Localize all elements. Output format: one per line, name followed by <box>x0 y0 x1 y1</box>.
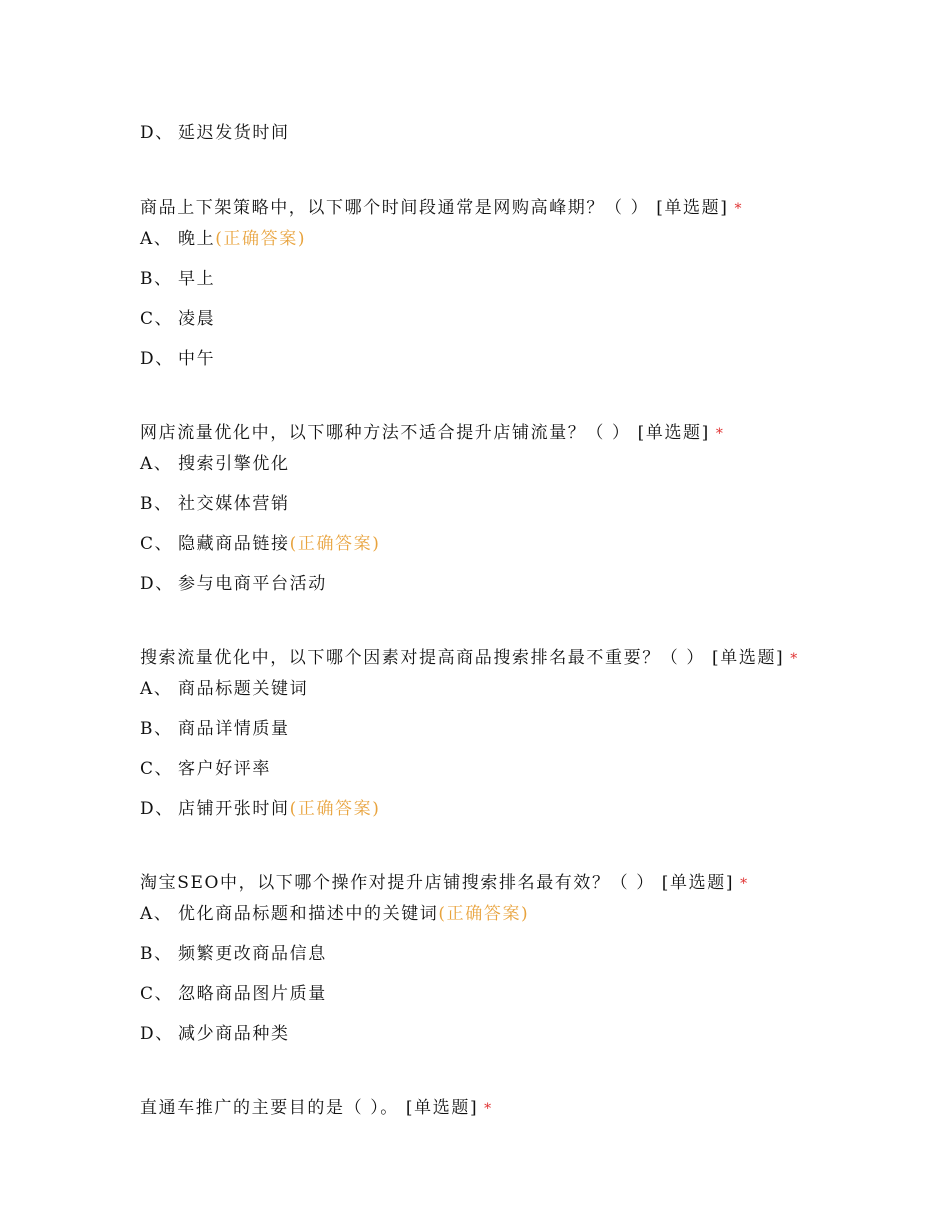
option-row <box>140 982 327 1006</box>
option-text: 参与电商平台活动 <box>178 574 327 594</box>
option-text: 延迟发货时间 <box>178 123 290 143</box>
option-letter: B、 <box>140 494 173 514</box>
option-row <box>140 677 308 701</box>
option-row <box>140 572 327 596</box>
required-mark: * <box>790 651 799 667</box>
option-row <box>140 452 290 476</box>
option-letter: D、 <box>140 349 174 369</box>
option-letter: C、 <box>140 309 174 329</box>
option-letter: D、 <box>140 1024 174 1044</box>
option-text: 早上 <box>178 269 216 289</box>
option-letter: C、 <box>140 984 174 1004</box>
option-letter: C、 <box>140 759 174 779</box>
question-text: 商品上下架策略中，以下哪个时间段通常是网购高峰期？（ ） [单选题] <box>140 198 729 218</box>
option-text: 隐藏商品链接 <box>178 534 290 554</box>
option-row <box>140 757 271 781</box>
option-row <box>140 1022 290 1046</box>
option-text: 减少商品种类 <box>178 1024 290 1044</box>
option-row <box>140 267 215 291</box>
option-row <box>140 717 290 741</box>
correct-answer-tag: (正确答案) <box>438 904 530 924</box>
option-row <box>140 347 215 371</box>
option-letter: A、 <box>140 904 173 924</box>
correct-answer-tag: (正确答案) <box>289 534 381 554</box>
option-row <box>140 902 529 926</box>
option-text: 客户好评率 <box>178 759 271 779</box>
question-title <box>140 871 749 896</box>
option-letter: A、 <box>140 229 173 249</box>
option-letter: D、 <box>140 123 174 143</box>
question-title <box>140 646 799 671</box>
option-letter: D、 <box>140 574 174 594</box>
option-row <box>140 227 306 251</box>
option-text: 凌晨 <box>178 309 216 329</box>
option-text: 忽略商品图片质量 <box>178 984 327 1004</box>
option-letter: A、 <box>140 679 173 699</box>
option-letter: B、 <box>140 944 173 964</box>
option-row <box>140 492 290 516</box>
option-text: 中午 <box>178 349 216 369</box>
option-text: 晚上 <box>178 229 216 249</box>
option-letter: B、 <box>140 719 173 739</box>
option-row <box>140 307 215 331</box>
option-letter: A、 <box>140 454 173 474</box>
option-letter: D、 <box>140 799 174 819</box>
question-title <box>140 1096 493 1121</box>
question-title <box>140 196 743 221</box>
required-mark: * <box>740 876 749 892</box>
option-text: 店铺开张时间 <box>178 799 290 819</box>
option-text: 社交媒体营销 <box>178 494 290 514</box>
option-text: 搜索引擎优化 <box>178 454 290 474</box>
option-row <box>140 121 290 145</box>
required-mark: * <box>734 201 744 217</box>
option-text: 优化商品标题和描述中的关键词 <box>178 904 439 924</box>
question-text: 网店流量优化中，以下哪种方法不适合提升店铺流量？（ ） [单选题] <box>140 423 710 443</box>
option-letter: C、 <box>140 534 174 554</box>
correct-answer-tag: (正确答案) <box>215 229 307 249</box>
option-text: 频繁更改商品信息 <box>178 944 327 964</box>
question-text: 搜索流量优化中，以下哪个因素对提高商品搜索排名最不重要？（ ） [单选题] <box>140 648 785 668</box>
option-row <box>140 942 327 966</box>
option-letter: B、 <box>140 269 173 289</box>
required-mark: * <box>484 1101 493 1117</box>
required-mark: * <box>715 426 725 442</box>
question-text: 直通车推广的主要目的是（ ）。 [单选题] <box>140 1098 479 1118</box>
correct-answer-tag: (正确答案) <box>289 799 381 819</box>
question-title <box>140 421 724 446</box>
question-text: 淘宝SEO中，以下哪个操作对提升店铺搜索排名最有效？（ ） [单选题] <box>140 873 735 893</box>
option-row <box>140 797 380 821</box>
option-text: 商品详情质量 <box>178 719 290 739</box>
option-text: 商品标题关键词 <box>178 679 309 699</box>
option-row <box>140 532 380 556</box>
